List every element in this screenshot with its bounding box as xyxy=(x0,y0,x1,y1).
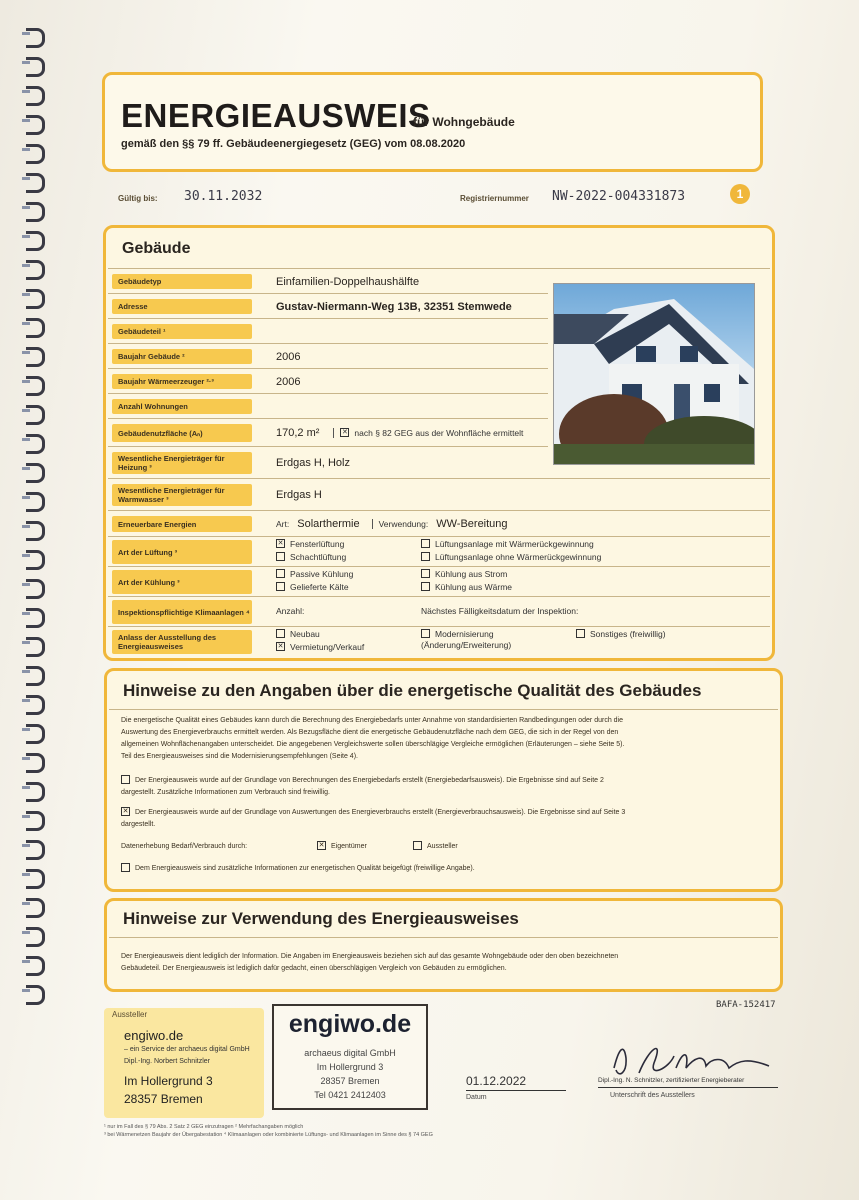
footnote-line: ¹ nur im Fall des § 79 Abs. 2 Satz 2 GEG einzutragen ² Mehrfachangaben möglich xyxy=(104,1124,304,1130)
cooling-option-3 xyxy=(421,569,507,579)
stamp-street: Im Hollergrund 3 xyxy=(316,1062,384,1072)
page-number-badge: 1 xyxy=(730,184,750,204)
spiral-ring xyxy=(22,811,46,827)
reason-option-label: Sonstiges (freiwillig) xyxy=(590,629,666,639)
stamp-company: archaeus digital GmbH xyxy=(304,1048,396,1058)
label-inspection: Inspektionspflichtige Klimaanlagen ⁴ xyxy=(112,600,252,624)
value-building-type: Einfamilien-Doppelhaushälfte xyxy=(276,275,420,288)
spiral-ring xyxy=(22,840,46,856)
cooling-option-1 xyxy=(276,569,353,579)
cooling-option-4 xyxy=(421,582,512,592)
title-box xyxy=(102,72,763,172)
spiral-wire xyxy=(26,724,45,744)
issuer-city: 28357 Bremen xyxy=(124,1092,203,1106)
consumption-option xyxy=(121,807,625,819)
spiral-ring xyxy=(22,57,46,73)
building-photo xyxy=(553,283,755,465)
value-address: Gustav-Niermann-Weg 13B, 32351 Stemwede xyxy=(276,300,512,313)
spiral-ring xyxy=(22,898,46,914)
divider xyxy=(108,596,770,597)
spiral-ring xyxy=(22,86,46,102)
divider xyxy=(108,368,548,369)
spiral-ring xyxy=(22,434,46,450)
spiral-ring xyxy=(22,985,46,1001)
bafa-number: BAFA-152417 xyxy=(716,1000,776,1010)
spiral-wire xyxy=(26,28,45,48)
reason-option-2 xyxy=(276,642,364,652)
spiral-wire xyxy=(26,898,45,918)
owner-option xyxy=(317,841,367,853)
date-label: Datum xyxy=(466,1094,487,1101)
ventilation-option-label: Lüftungsanlage mit Wärmerückgewinnung xyxy=(435,539,594,549)
label-usable-area: Gebäudenutzfläche (Aₙ) xyxy=(112,424,252,442)
divider xyxy=(109,709,778,710)
spiral-wire xyxy=(26,811,45,831)
section-title: Gebäude xyxy=(122,240,191,257)
footnote-line: ³ bei Wärmenetzen Baujahr der Übergabestation ⁴ Klimaanlagen oder kombinierte Lüftungs- und Klimaanlagen im Sinne des § 74 GEG xyxy=(104,1132,433,1138)
issuer-street: Im Hollergrund 3 xyxy=(124,1074,213,1088)
checkbox-icon[interactable] xyxy=(576,629,585,638)
usage-notes-line: Der Energieausweis dient lediglich der Information. Die Angaben im Energieausweis beziehen sich auf das gesamte Wohngebäude oder den oben bezeichneten xyxy=(121,953,619,960)
spiral-wire xyxy=(26,550,45,570)
checkbox-checked-icon[interactable]: ✕ xyxy=(122,807,129,815)
spiral-wire xyxy=(26,173,45,193)
label-apartments: Anzahl Wohnungen xyxy=(112,399,252,414)
checkbox-icon[interactable] xyxy=(421,629,430,638)
label-cooling: Art der Kühlung ³ xyxy=(112,570,252,594)
spiral-ring xyxy=(22,260,46,276)
value-heater-year: 2006 xyxy=(276,375,301,388)
value-hotwater-energy: Erdgas H xyxy=(276,489,322,501)
checkbox-icon[interactable] xyxy=(421,569,430,578)
cooling-option-label: Gelieferte Kälte xyxy=(290,582,349,592)
spiral-ring xyxy=(22,28,46,44)
label-building-part: Gebäudeteil ¹ xyxy=(112,324,252,339)
demand-option xyxy=(121,775,604,787)
usage-notes xyxy=(104,898,783,992)
issuer-address-box xyxy=(104,1008,264,1118)
issuer-footer xyxy=(104,1000,784,1190)
inspection-count-label: Anzahl: xyxy=(276,606,305,616)
spiral-ring xyxy=(22,318,46,334)
spiral-wire xyxy=(26,985,45,1005)
reason-option-label: Vermietung/Verkauf xyxy=(290,642,365,652)
usable-area-value: 170,2 m² xyxy=(276,427,320,439)
divider xyxy=(108,293,548,294)
spiral-ring xyxy=(22,927,46,943)
label-renewable: Erneuerbare Energien xyxy=(112,516,252,532)
cooling-option-2 xyxy=(276,582,349,592)
spiral-wire xyxy=(26,86,45,106)
spiral-wire xyxy=(26,695,45,715)
signer-name: Dipl.-Ing. N. Schnitzler, zertifizierter Energieberater xyxy=(598,1077,745,1084)
registration-number: NW-2022-004331873 xyxy=(552,189,686,204)
company-stamp xyxy=(272,1004,428,1110)
energy-quality-notes xyxy=(104,668,783,892)
checkbox-icon[interactable] xyxy=(121,775,130,784)
label-heater-year: Baujahr Wärmeerzeuger ²·³ xyxy=(112,374,252,389)
divider xyxy=(108,268,770,269)
checkbox-icon[interactable] xyxy=(276,582,285,591)
checkbox-checked-icon[interactable]: ✕ xyxy=(318,841,325,849)
inspection-due-label: Nächstes Fälligkeitsdatum der Inspektion: xyxy=(421,606,579,616)
validity-line xyxy=(102,182,752,212)
spiral-wire xyxy=(26,231,45,251)
spiral-wire xyxy=(26,492,45,512)
spiral-ring xyxy=(22,956,46,972)
ventilation-option-3 xyxy=(421,539,594,549)
label-building-type: Gebäudetyp xyxy=(112,274,252,289)
issuer-service: – ein Service der archaeus digital GmbH xyxy=(124,1046,250,1053)
extra-info-option xyxy=(121,863,475,875)
building-section xyxy=(103,225,775,661)
notes-paragraph-line: Auswertung des Energieverbrauchs ermittelt werden. Als Bezugsfläche dient die energetische Gebäudenutzfläche nach dem GEG, die sich in der Regel von den xyxy=(121,729,619,736)
spiral-wire xyxy=(26,637,45,657)
notes-paragraph-line: Die energetische Qualität eines Gebäudes kann durch die Berechnung des Energiebedarfs unter Annahme von standardisierten Randbedingungen oder durch die xyxy=(121,717,624,724)
spiral-ring xyxy=(22,405,46,421)
checkbox-icon[interactable] xyxy=(276,629,285,638)
label-construction-year: Baujahr Gebäude ² xyxy=(112,349,252,364)
issuer-person: Dipl.-Ing. Norbert Schnitzler xyxy=(124,1058,210,1065)
section-title: Hinweise zu den Angaben über die energetische Qualität des Gebäudes xyxy=(123,681,702,700)
data-collection-label: Datenerhebung Bedarf/Verbrauch durch: xyxy=(121,843,248,850)
reason-option-label: Modernisierung (Änderung/Erweiterung) xyxy=(421,629,512,650)
divider xyxy=(108,626,770,627)
divider xyxy=(108,393,548,394)
stamp-logo: engiwo.de xyxy=(288,1010,412,1038)
checkbox-icon[interactable] xyxy=(421,552,430,561)
checkbox-icon[interactable] xyxy=(413,841,422,850)
ventilation-option-label: Schachtlüftung xyxy=(290,552,347,562)
reason-option-3 xyxy=(421,629,561,651)
stamp-city: 28357 Bremen xyxy=(320,1076,380,1086)
renewable-type-value: Solarthermie xyxy=(297,518,360,530)
usable-area-note-text: nach § 82 GEG aus der Wohnfläche ermittelt xyxy=(354,427,524,438)
spiral-wire xyxy=(26,840,45,860)
divider xyxy=(108,446,548,447)
spiral-wire xyxy=(26,927,45,947)
spiral-wire xyxy=(26,521,45,541)
demand-option-continued: dargestellt. Zusätzliche Informationen zum Verbrauch sind freiwillig. xyxy=(121,789,330,796)
cooling-option-label: Kühlung aus Wärme xyxy=(435,582,513,592)
issuer-label: Aussteller xyxy=(427,843,458,850)
spiral-ring xyxy=(22,463,46,479)
spiral-ring xyxy=(22,144,46,160)
spiral-ring xyxy=(22,724,46,740)
checkbox-checked-icon[interactable]: ✕ xyxy=(341,429,348,437)
spiral-ring xyxy=(22,347,46,363)
signature-line xyxy=(598,1087,778,1088)
issue-date: 01.12.2022 xyxy=(466,1074,566,1091)
checkbox-checked-icon[interactable]: ✕ xyxy=(277,643,284,651)
spiral-ring xyxy=(22,608,46,624)
spiral-ring xyxy=(22,550,46,566)
divider xyxy=(108,418,548,419)
spiral-wire xyxy=(26,434,45,454)
ventilation-option-4 xyxy=(421,552,601,562)
ventilation-option-2 xyxy=(276,552,346,562)
ventilation-option-1 xyxy=(276,539,344,549)
consumption-option-continued: dargestellt. xyxy=(121,821,156,828)
spiral-ring xyxy=(22,173,46,189)
spiral-wire xyxy=(26,956,45,976)
reason-option-1 xyxy=(276,629,320,639)
usable-area-note xyxy=(333,428,523,438)
spiral-ring xyxy=(22,492,46,508)
divider xyxy=(108,343,548,344)
house-photo-graphic xyxy=(554,284,754,464)
spiral-ring xyxy=(22,695,46,711)
divider xyxy=(108,318,548,319)
spiral-wire xyxy=(26,405,45,425)
checkbox-icon[interactable] xyxy=(276,569,285,578)
value-construction-year: 2006 xyxy=(276,350,301,363)
spiral-wire xyxy=(26,782,45,802)
spiral-wire xyxy=(26,260,45,280)
spiral-wire xyxy=(26,347,45,367)
checkbox-icon[interactable] xyxy=(421,539,430,548)
label-address: Adresse xyxy=(112,299,252,314)
spiral-wire xyxy=(26,202,45,222)
spiral-wire xyxy=(26,753,45,773)
spiral-wire xyxy=(26,666,45,686)
checkbox-icon[interactable] xyxy=(421,582,430,591)
checkbox-checked-icon[interactable]: ✕ xyxy=(277,540,284,548)
label-issue-reason: Anlass der Ausstellung des Energieausweises xyxy=(112,630,252,654)
spiral-wire xyxy=(26,57,45,77)
label-hotwater-energy: Wesentliche Energieträger für Warmwasser ³ xyxy=(112,484,252,506)
consumption-option-text: Der Energieausweis wurde auf der Grundlage von Auswertungen des Energieverbrauchs erstellt (Energieverbrauchsausweis). Die Ergebnisse sind auf Seite 3 xyxy=(135,809,626,816)
owner-label: Eigentümer xyxy=(331,843,367,850)
title-suffix: für Wohngebäude xyxy=(413,115,515,129)
cooling-option-label: Passive Kühlung xyxy=(290,569,354,579)
spiral-wire xyxy=(26,115,45,135)
document-title: ENERGIEAUSWEIS xyxy=(121,97,431,134)
spiral-ring xyxy=(22,869,46,885)
spiral-wire xyxy=(26,144,45,164)
spiral-ring xyxy=(22,579,46,595)
valid-until-value: 30.11.2032 xyxy=(184,189,263,204)
checkbox-icon[interactable] xyxy=(276,552,285,561)
renewable-type-label: Art: xyxy=(276,519,290,529)
label-ventilation: Art der Lüftung ³ xyxy=(112,540,252,564)
spiral-ring xyxy=(22,637,46,653)
value-renewable xyxy=(276,516,508,532)
spiral-wire xyxy=(26,463,45,483)
spiral-ring xyxy=(22,376,46,392)
spiral-ring xyxy=(22,202,46,218)
spiral-ring xyxy=(22,782,46,798)
extra-info-text: Dem Energieausweis sind zusätzliche Informationen zur energetischen Qualität beigefügt (freiwillige Angabe). xyxy=(135,865,475,872)
signature-label: Unterschrift des Ausstellers xyxy=(610,1092,695,1099)
renewable-use-label: Verwendung: xyxy=(372,519,429,529)
registration-label: Registriernummer xyxy=(460,194,529,203)
ventilation-option-label: Lüftungsanlage ohne Wärmerückgewinnung xyxy=(435,552,602,562)
value-heating-energy: Erdgas H, Holz xyxy=(276,457,350,469)
issuer-name: engiwo.de xyxy=(124,1028,184,1043)
spiral-ring xyxy=(22,115,46,131)
spiral-wire xyxy=(26,579,45,599)
divider xyxy=(109,937,778,938)
section-title: Hinweise zur Verwendung des Energieausweises xyxy=(123,909,519,928)
spiral-ring xyxy=(22,231,46,247)
spiral-wire xyxy=(26,608,45,628)
spiral-ring xyxy=(22,521,46,537)
usage-notes-line: Gebäudeteil. Der Energieausweis ist lediglich dafür gedacht, einen überschlägigen Vergleich von Gebäuden zu ermöglichen. xyxy=(121,965,507,972)
spiral-ring xyxy=(22,753,46,769)
valid-until-label: Gültig bis: xyxy=(118,194,158,203)
renewable-use-value: WW-Bereitung xyxy=(436,518,508,530)
spiral-wire xyxy=(26,869,45,889)
spiral-wire xyxy=(26,318,45,338)
issuer-option xyxy=(413,841,458,853)
spiral-wire xyxy=(26,376,45,396)
value-usable-area xyxy=(276,424,523,442)
reason-option-4 xyxy=(576,629,666,639)
label-heating-energy: Wesentliche Energieträger für Heizung ³ xyxy=(112,452,252,474)
cooling-option-label: Kühlung aus Strom xyxy=(435,569,508,579)
spiral-wire xyxy=(26,289,45,309)
issuer-label: Aussteller xyxy=(112,1010,148,1019)
ventilation-option-label: Fensterlüftung xyxy=(290,539,345,549)
reason-option-label: Neubau xyxy=(290,629,320,639)
notes-paragraph-line: Teil des Energieausweises sind die Modernisierungsempfehlungen (Seite 4). xyxy=(121,753,358,760)
notes-paragraph-line: allgemeinen Wohnflächenangaben unterscheidet. Die angegebenen Vergleichswerte sollen überschlägige Vergleiche ermöglichen (Erläuterungen – siehe Seite 5). xyxy=(121,741,625,748)
spiral-ring xyxy=(22,666,46,682)
divider xyxy=(108,478,770,479)
document-subtitle: gemäß den §§ 79 ff. Gebäudeenergiegesetz (GEG) vom 08.08.2020 xyxy=(121,138,466,150)
demand-option-text: Der Energieausweis wurde auf der Grundlage von Berechnungen des Energiebedarfs erstellt (Energiebedarfsausweis). Die Ergebnisse sind auf Seite 2 xyxy=(135,777,604,784)
divider xyxy=(108,536,770,537)
divider xyxy=(108,510,770,511)
spiral-ring xyxy=(22,289,46,305)
stamp-phone: Tel 0421 2412403 xyxy=(314,1090,386,1100)
divider xyxy=(108,566,770,567)
checkbox-icon[interactable] xyxy=(121,863,130,872)
